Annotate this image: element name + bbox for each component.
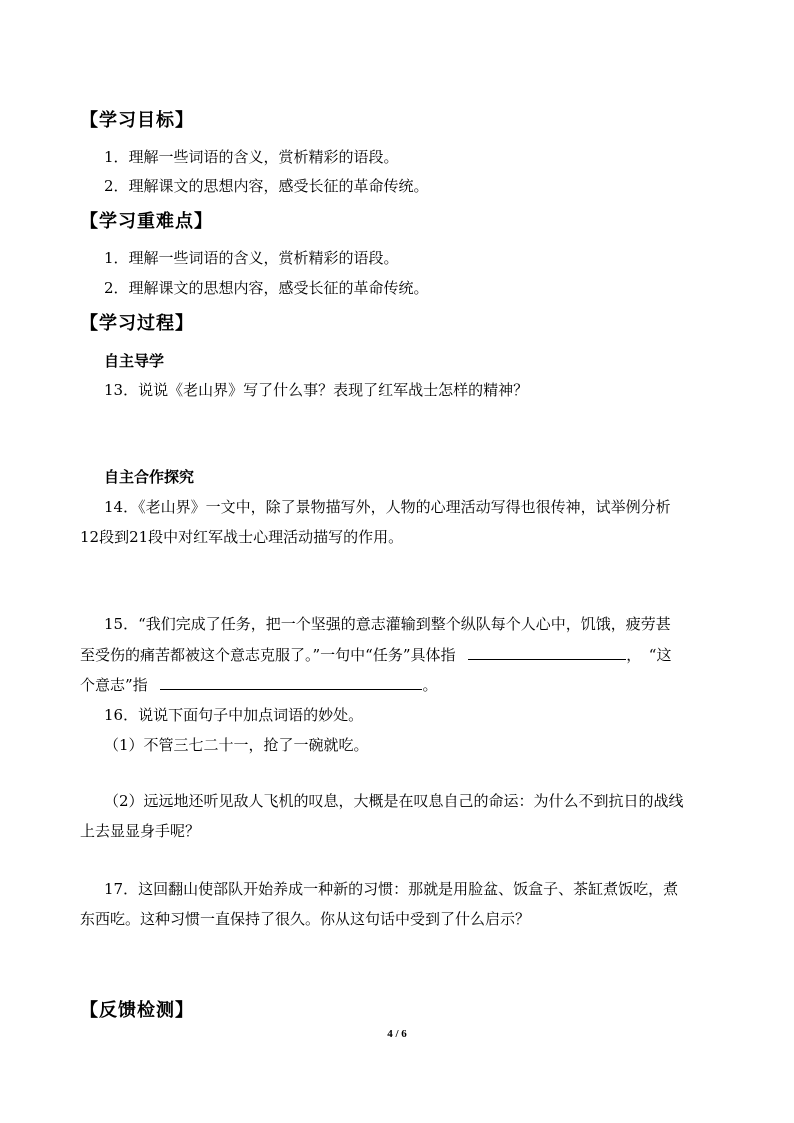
question-15-line-2 xyxy=(80,645,671,665)
key-point-item-1: 1．理解一些词语的含义，赏析精彩的语段。 xyxy=(104,249,399,267)
heading-learning-goals: 【学习目标】 xyxy=(80,110,194,131)
question-16-sentence-2-line-2: 上去显显身手呢？ xyxy=(80,822,201,840)
question-16: 16．说说下面句子中加点词语的妙处。 xyxy=(104,706,364,724)
page-number: 4 / 6 xyxy=(387,1028,407,1040)
question-15-line-3 xyxy=(80,675,437,695)
question-14-line-2: 12段到21段中对红军战士心理活动描写的作用。 xyxy=(80,528,404,546)
question-16-sentence-1: （1）不管三七二十一，抢了一碗就吃。 xyxy=(104,736,369,754)
answer-blank-task[interactable] xyxy=(468,645,626,660)
goal-item-1: 1．理解一些词语的含义，赏析精彩的语段。 xyxy=(104,148,399,166)
question-15-line-3-tail: 。 xyxy=(422,676,438,694)
question-15-line-3-text: 个意志”指 xyxy=(80,676,148,694)
question-17-line-1: 17．这回翻山使部队开始养成一种新的习惯：那就是用脸盆、饭盒子、茶缸煮饭吃，煮 xyxy=(104,880,679,898)
subheading-cooperative-study: 自主合作探究 xyxy=(104,468,195,486)
question-15-line-2-tail: ， “这 xyxy=(626,646,672,664)
question-15-line-1: 15．“我们完成了任务，把一个坚强的意志灌输到整个纵队每个人心中，饥饿，疲劳甚 xyxy=(104,615,671,633)
heading-feedback: 【反馈检测】 xyxy=(80,1000,194,1021)
question-14-line-1: 14．《老山界》一文中，除了景物描写外，人物的心理活动写得也很传神，试举例分析 xyxy=(104,498,671,516)
answer-blank-will[interactable] xyxy=(160,675,422,690)
question-13: 13．说说《老山界》写了什么事？表现了红军战士怎样的精神？ xyxy=(104,381,529,399)
heading-key-points: 【学习重难点】 xyxy=(80,211,213,232)
question-16-sentence-2-line-1: （2）远远地还听见敌人飞机的叹息，大概是在叹息自己的命运：为什么不到抗日的战线 xyxy=(104,792,684,810)
question-15-line-2-text: 至受伤的痛苦都被这个意志克服了。”一句中“任务”具体指 xyxy=(80,646,456,664)
question-17-line-2: 东西吃。这种习惯一直保持了很久。你从这句话中受到了什么启示？ xyxy=(80,910,531,928)
key-point-item-2: 2．理解课文的思想内容，感受长征的革命传统。 xyxy=(104,279,429,297)
goal-item-2: 2．理解课文的思想内容，感受长征的革命传统。 xyxy=(104,177,429,195)
subheading-self-study: 自主导学 xyxy=(104,352,165,370)
heading-learning-process: 【学习过程】 xyxy=(80,313,194,334)
